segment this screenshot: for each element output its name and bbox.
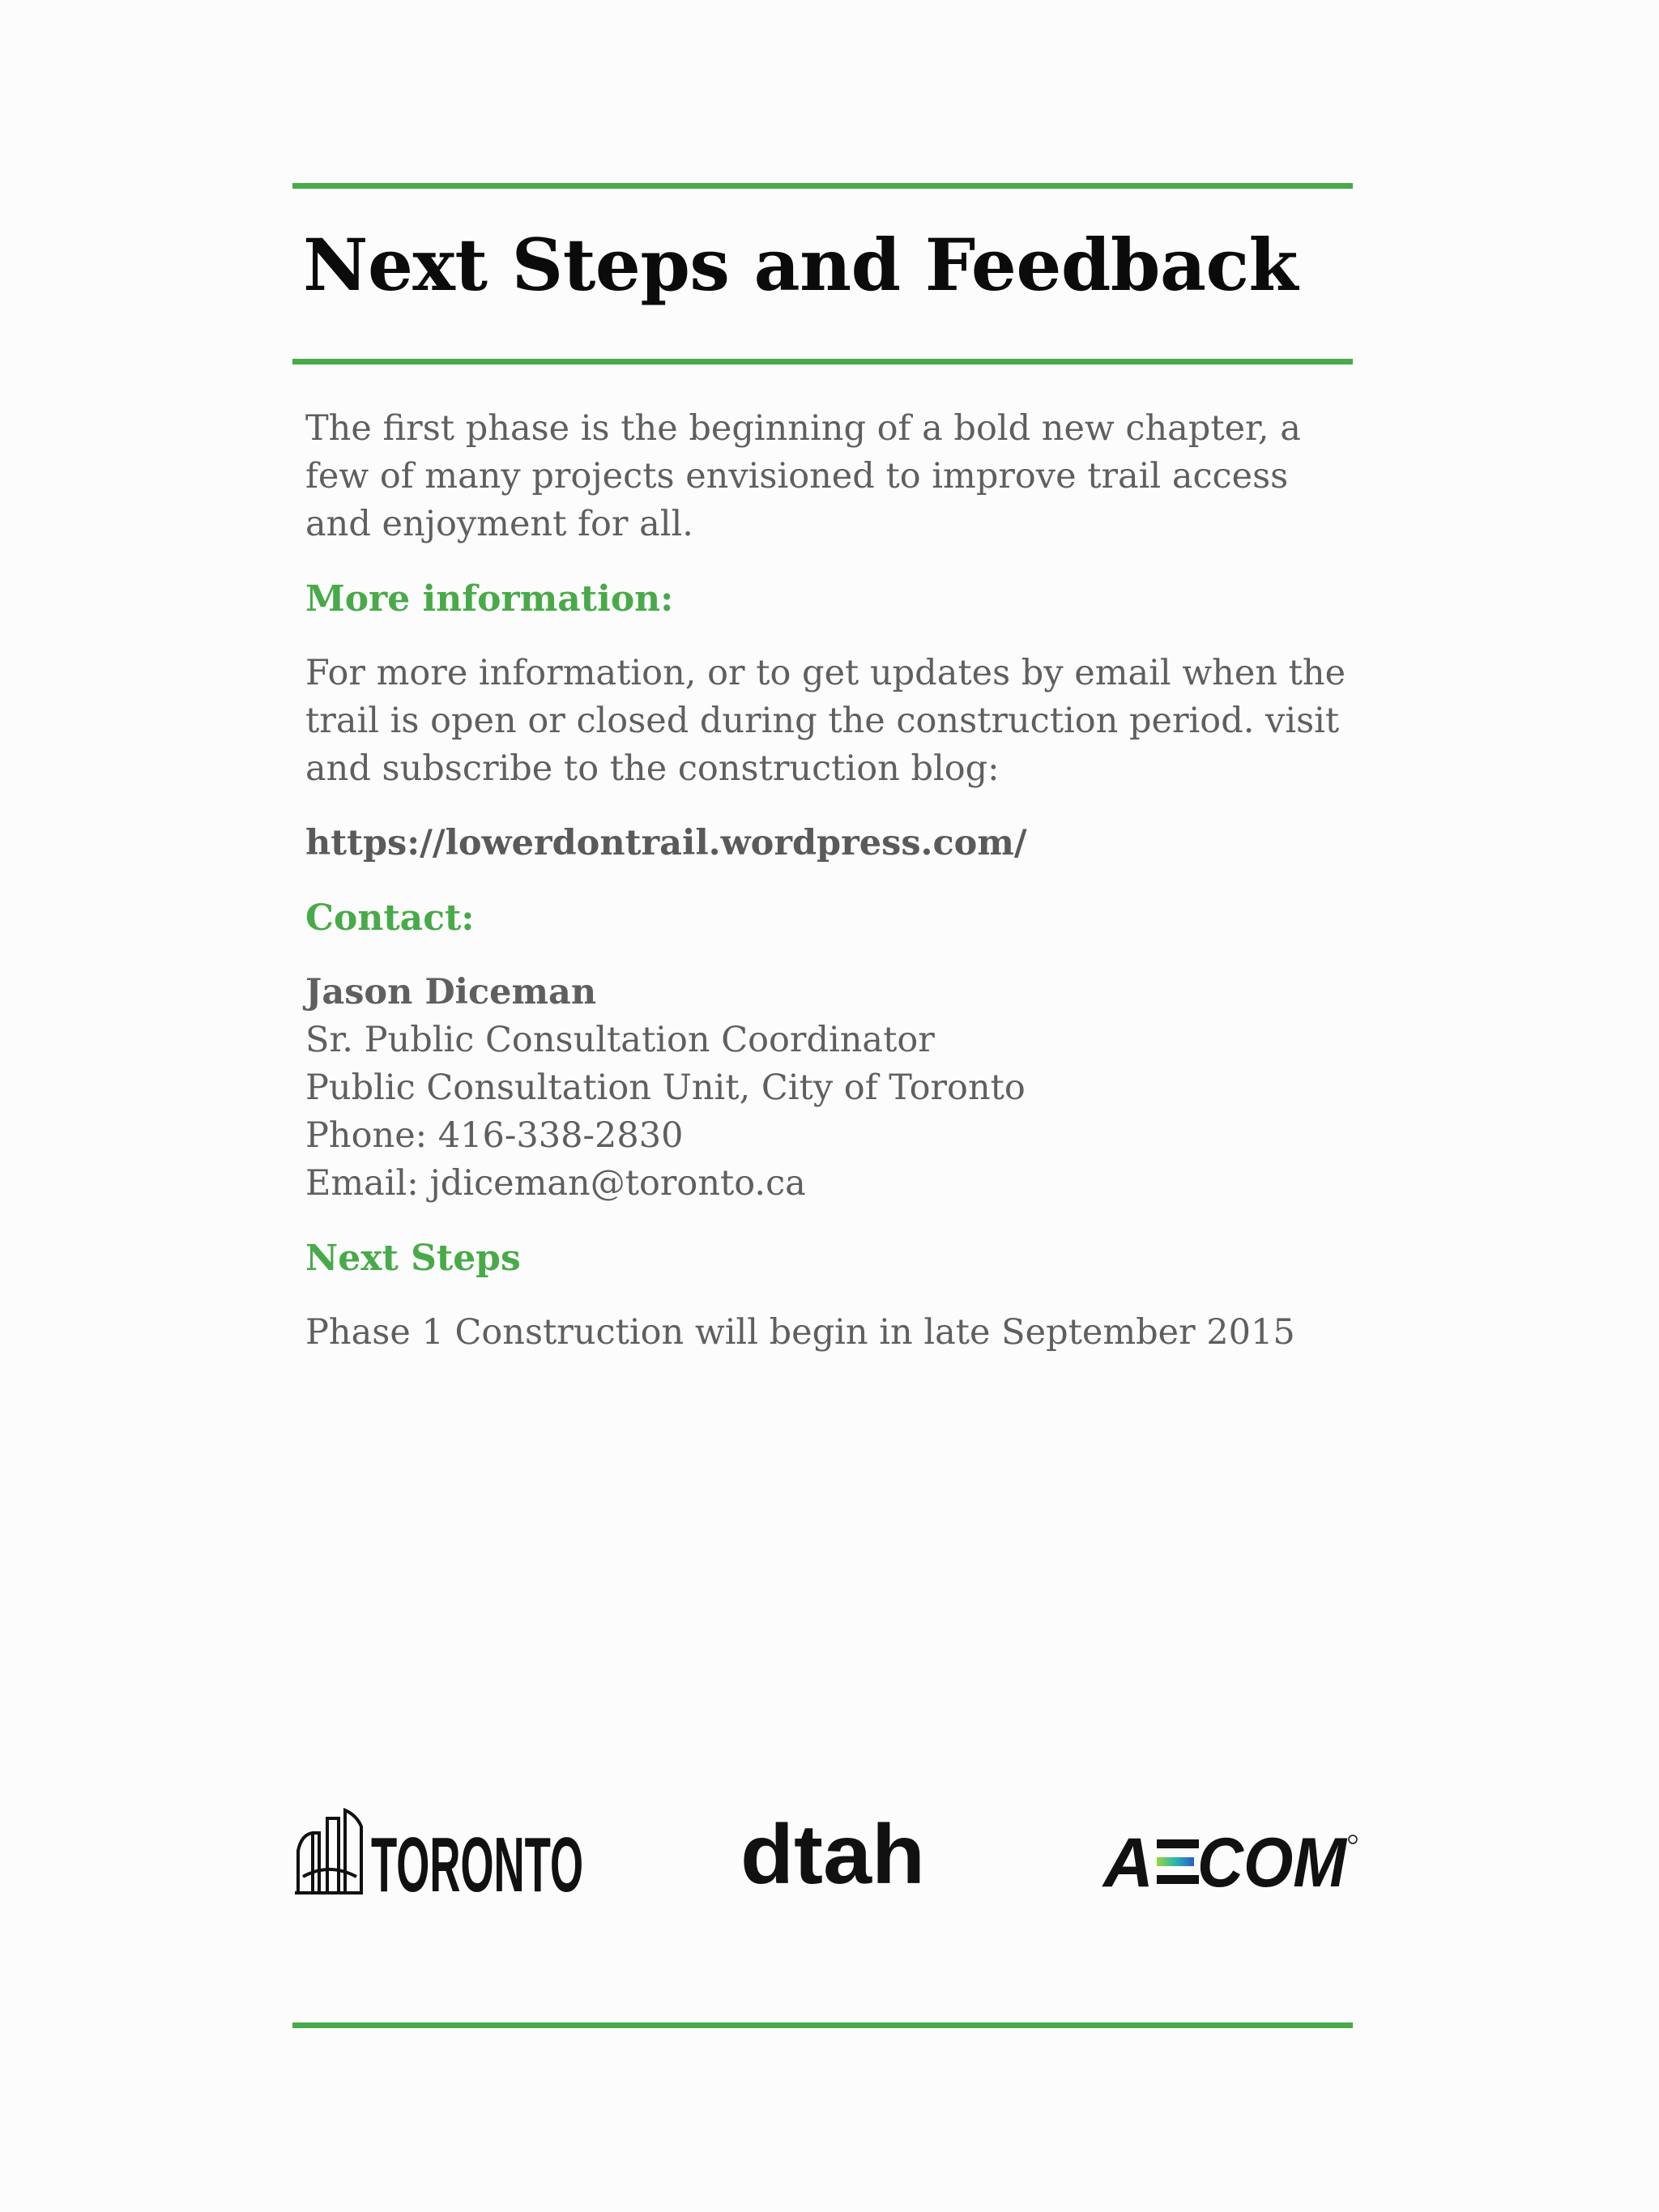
- contact-name: Jason Diceman: [305, 972, 597, 1012]
- svg-text:dtah: dtah: [740, 1808, 925, 1902]
- contact-card: [305, 969, 1358, 1208]
- next-steps-text: Phase 1 Construction will begin in late September 2015: [305, 1312, 1295, 1353]
- title-divider: [292, 359, 1353, 364]
- svg-text:COM: COM: [1197, 1824, 1349, 1902]
- more-info-heading: More information:: [305, 578, 674, 620]
- intro-paragraph: The first phase is the beginning of a bold new chapter, a few of many projects envisioned to improve trail access and enjoyment for all.: [305, 408, 1301, 544]
- contact-role: Sr. Public Consultation Coordinator: [305, 1020, 935, 1060]
- contact-unit: Public Consultation Unit, City of Toronto: [305, 1068, 1026, 1108]
- aecom-logo: [1103, 1798, 1363, 1903]
- svg-text:TORONTO: TORONTO: [371, 1822, 583, 1908]
- toronto-logo: [295, 1798, 586, 1908]
- svg-text:A: A: [1103, 1824, 1154, 1902]
- next-steps-heading: Next Steps: [305, 1238, 521, 1279]
- contact-heading: Contact:: [305, 897, 475, 939]
- blog-link[interactable]: https://lowerdontrail.wordpress.com/: [305, 823, 1027, 863]
- partner-logos: [0, 1798, 1659, 1912]
- dtah-logo: [739, 1798, 933, 1903]
- main-content: [305, 405, 1358, 1357]
- contact-email[interactable]: Email: jdiceman@toronto.ca: [305, 1163, 806, 1204]
- more-info-text: For more information, or to get updates by email when the trail is open or closed during the construction period. visit and subscribe to the construction blog:: [305, 653, 1346, 789]
- contact-phone: Phone: 416-338-2830: [305, 1115, 684, 1156]
- bottom-divider: [292, 2022, 1353, 2028]
- page-title: Next Steps and Feedback: [303, 223, 1299, 307]
- top-divider: [292, 183, 1353, 189]
